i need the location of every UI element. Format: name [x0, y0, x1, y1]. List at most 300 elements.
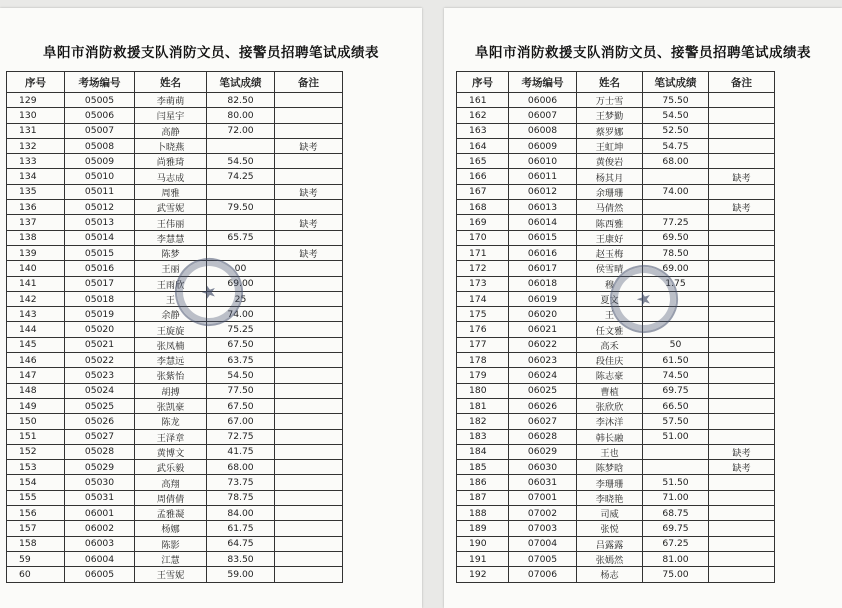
cell-remark [709, 322, 775, 337]
cell-seq: 142 [7, 291, 65, 306]
right-page-title: 阜阳市消防救援支队消防文员、接警员招聘笔试成绩表 [475, 45, 811, 61]
table-row [7, 536, 343, 551]
table-row [457, 368, 775, 383]
cell-room-code: 06012 [509, 184, 577, 199]
cell-seq: 161 [457, 93, 509, 108]
table-row [457, 475, 775, 490]
cell-score: 72.00 [207, 123, 275, 138]
cell-score: 59.00 [207, 567, 275, 582]
cell-name: 王丽 [135, 261, 207, 276]
table-row [7, 154, 343, 169]
table-row [457, 506, 775, 521]
table-row [7, 353, 343, 368]
cell-remark [275, 322, 343, 337]
cell-seq: 178 [457, 353, 509, 368]
cell-name: 李萌萌 [135, 93, 207, 108]
cell-remark [709, 398, 775, 413]
cell-score: 61.75 [207, 521, 275, 536]
cell-room-code: 07001 [509, 490, 577, 505]
table-row [457, 383, 775, 398]
cell-room-code: 06014 [509, 215, 577, 230]
cell-seq: 166 [457, 169, 509, 184]
cell-name: 王 [577, 307, 643, 322]
cell-remark [275, 353, 343, 368]
cell-room-code: 05014 [65, 230, 135, 245]
cell-score: 72.75 [207, 429, 275, 444]
cell-name: 张欣欣 [577, 398, 643, 413]
cell-name: 司威 [577, 506, 643, 521]
cell-remark [275, 261, 343, 276]
cell-score: 74.50 [643, 368, 709, 383]
cell-score: 00 [207, 261, 275, 276]
cell-name: 王雨欣 [135, 276, 207, 291]
cell-name: 陈志豪 [577, 368, 643, 383]
cell-score: 73.75 [207, 475, 275, 490]
cell-seq: 60 [7, 567, 65, 582]
cell-seq: 192 [457, 567, 509, 582]
cell-seq: 176 [457, 322, 509, 337]
cell-seq: 180 [457, 383, 509, 398]
cell-remark [709, 93, 775, 108]
table-row [7, 475, 343, 490]
cell-seq: 143 [7, 307, 65, 322]
table-row [7, 383, 343, 398]
cell-seq: 172 [457, 261, 509, 276]
cell-remark [709, 123, 775, 138]
cell-seq: 151 [7, 429, 65, 444]
table-row [7, 93, 343, 108]
cell-name: 余珊珊 [577, 184, 643, 199]
cell-name: 周倩倩 [135, 490, 207, 505]
cell-name: 闫星宇 [135, 108, 207, 123]
cell-score: 50 [643, 337, 709, 352]
cell-score: 67.50 [207, 337, 275, 352]
cell-name: 李慧远 [135, 353, 207, 368]
cell-seq: 129 [7, 93, 65, 108]
cell-room-code: 06020 [509, 307, 577, 322]
cell-seq: 169 [457, 215, 509, 230]
cell-name: 高禾 [577, 337, 643, 352]
cell-score: 65.75 [207, 230, 275, 245]
cell-score: 75.25 [207, 322, 275, 337]
table-row [7, 567, 343, 582]
cell-seq: 173 [457, 276, 509, 291]
cell-name: 黄博文 [135, 444, 207, 459]
cell-score [207, 138, 275, 153]
cell-name: 李慧慧 [135, 230, 207, 245]
cell-score [643, 322, 709, 337]
cell-remark [275, 567, 343, 582]
cell-seq: 171 [457, 245, 509, 260]
cell-name: 张紫怡 [135, 368, 207, 383]
cell-score: 84.00 [207, 506, 275, 521]
cell-remark [709, 383, 775, 398]
cell-remark [275, 307, 343, 322]
cell-seq: 147 [7, 368, 65, 383]
cell-room-code: 05021 [65, 337, 135, 352]
cell-room-code: 06009 [509, 138, 577, 153]
cell-remark [275, 475, 343, 490]
cell-score: 64.75 [207, 536, 275, 551]
cell-room-code: 07006 [509, 567, 577, 582]
table-row [457, 521, 775, 536]
cell-score [643, 291, 709, 306]
header-remark: 备注 [709, 72, 775, 93]
cell-name: 尚雅琦 [135, 154, 207, 169]
cell-room-code: 06026 [509, 398, 577, 413]
cell-name: 王旋旋 [135, 322, 207, 337]
cell-room-code: 06031 [509, 475, 577, 490]
table-row [457, 154, 775, 169]
cell-remark [275, 429, 343, 444]
cell-name: 王伟丽 [135, 215, 207, 230]
cell-seq: 59 [7, 551, 65, 566]
cell-score: 77.25 [643, 215, 709, 230]
cell-seq: 149 [7, 398, 65, 413]
cell-score: 67.25 [643, 536, 709, 551]
cell-remark [275, 93, 343, 108]
table-row [7, 429, 343, 444]
cell-remark [709, 307, 775, 322]
cell-seq: 150 [7, 414, 65, 429]
cell-score: 78.75 [207, 490, 275, 505]
left-page [0, 8, 422, 608]
table-row [457, 123, 775, 138]
cell-remark [709, 337, 775, 352]
cell-remark [275, 337, 343, 352]
table-row [7, 368, 343, 383]
cell-room-code: 06010 [509, 154, 577, 169]
cell-name: 万士雪 [577, 93, 643, 108]
table-row [7, 230, 343, 245]
cell-score: 67.50 [207, 398, 275, 413]
cell-name: 陈影 [135, 536, 207, 551]
cell-score: 68.00 [207, 460, 275, 475]
cell-score: 75.00 [643, 567, 709, 582]
table-row [457, 337, 775, 352]
cell-name: 段佳庆 [577, 353, 643, 368]
cell-score: 51.50 [643, 475, 709, 490]
cell-remark [275, 536, 343, 551]
table-row [7, 460, 343, 475]
header-remark: 备注 [275, 72, 343, 93]
cell-room-code: 05009 [65, 154, 135, 169]
cell-remark: 缺考 [709, 169, 775, 184]
cell-name: 杨其月 [577, 169, 643, 184]
cell-remark [709, 475, 775, 490]
table-row [7, 123, 343, 138]
cell-remark [275, 154, 343, 169]
cell-room-code: 07004 [509, 536, 577, 551]
cell-remark [709, 353, 775, 368]
cell-seq: 170 [457, 230, 509, 245]
cell-remark [275, 398, 343, 413]
table-row [457, 322, 775, 337]
table-row [457, 169, 775, 184]
cell-seq: 141 [7, 276, 65, 291]
table-row [7, 291, 343, 306]
cell-name: 王虹坤 [577, 138, 643, 153]
cell-remark [275, 444, 343, 459]
cell-score [207, 215, 275, 230]
cell-remark [275, 291, 343, 306]
table-row [457, 307, 775, 322]
cell-seq: 130 [7, 108, 65, 123]
cell-name: 胡搏 [135, 383, 207, 398]
cell-room-code: 05008 [65, 138, 135, 153]
cell-room-code: 07005 [509, 551, 577, 566]
cell-room-code: 05017 [65, 276, 135, 291]
cell-remark [275, 490, 343, 505]
right-score-table [456, 71, 775, 583]
cell-score: 67.00 [207, 414, 275, 429]
cell-name: 张凤楠 [135, 337, 207, 352]
cell-room-code: 06015 [509, 230, 577, 245]
table-row [7, 490, 343, 505]
table-row [457, 276, 775, 291]
table-row [7, 521, 343, 536]
cell-score: 69.00 [207, 276, 275, 291]
cell-name: 蔡罗娜 [577, 123, 643, 138]
cell-score: 82.50 [207, 93, 275, 108]
cell-room-code: 06022 [509, 337, 577, 352]
cell-remark [275, 383, 343, 398]
cell-seq: 164 [457, 138, 509, 153]
cell-remark [709, 414, 775, 429]
cell-score: 83.50 [207, 551, 275, 566]
table-row [457, 93, 775, 108]
cell-name: 曹植 [577, 383, 643, 398]
cell-room-code: 05011 [65, 184, 135, 199]
cell-remark [709, 521, 775, 536]
right-page [444, 8, 842, 608]
seal-star-icon: ★ [633, 286, 655, 312]
table-row [7, 215, 343, 230]
cell-score: 61.50 [643, 353, 709, 368]
cell-room-code: 05026 [65, 414, 135, 429]
cell-seq: 154 [7, 475, 65, 490]
cell-room-code: 05031 [65, 490, 135, 505]
table-row [457, 551, 775, 566]
cell-room-code: 06029 [509, 444, 577, 459]
cell-remark [275, 169, 343, 184]
cell-name: 赵玉梅 [577, 245, 643, 260]
right-header-row [457, 72, 775, 93]
cell-name: 吕露露 [577, 536, 643, 551]
cell-room-code: 06005 [65, 567, 135, 582]
cell-seq: 137 [7, 215, 65, 230]
cell-name: 李珊珊 [577, 475, 643, 490]
cell-seq: 131 [7, 123, 65, 138]
cell-seq: 189 [457, 521, 509, 536]
cell-seq: 163 [457, 123, 509, 138]
cell-seq: 186 [457, 475, 509, 490]
cell-remark [709, 245, 775, 260]
cell-name: 武乐毅 [135, 460, 207, 475]
cell-room-code: 06013 [509, 200, 577, 215]
table-row [457, 353, 775, 368]
cell-remark [275, 276, 343, 291]
cell-name: 马倩然 [577, 200, 643, 215]
table-row [7, 307, 343, 322]
left-header-row [7, 72, 343, 93]
cell-room-code: 05013 [65, 215, 135, 230]
header-seq: 序号 [7, 72, 65, 93]
table-row [457, 261, 775, 276]
cell-seq: 179 [457, 368, 509, 383]
cell-score: 79.50 [207, 200, 275, 215]
cell-remark [709, 429, 775, 444]
cell-room-code: 06027 [509, 414, 577, 429]
cell-room-code: 06021 [509, 322, 577, 337]
cell-remark: 缺考 [275, 138, 343, 153]
cell-room-code: 05022 [65, 353, 135, 368]
table-row [457, 184, 775, 199]
cell-remark [709, 536, 775, 551]
table-row [457, 291, 775, 306]
cell-remark [709, 230, 775, 245]
cell-room-code: 06018 [509, 276, 577, 291]
cell-name: 卜晓燕 [135, 138, 207, 153]
cell-name: 任文雅 [577, 322, 643, 337]
table-row [7, 322, 343, 337]
cell-score: 69.00 [643, 261, 709, 276]
cell-name: 王梦勤 [577, 108, 643, 123]
cell-remark [709, 567, 775, 582]
cell-seq: 184 [457, 444, 509, 459]
cell-remark [275, 460, 343, 475]
cell-room-code: 05025 [65, 398, 135, 413]
cell-score: 71.00 [643, 490, 709, 505]
table-row [457, 414, 775, 429]
cell-room-code: 06007 [509, 108, 577, 123]
cell-seq: 181 [457, 398, 509, 413]
cell-remark [709, 276, 775, 291]
table-row [7, 551, 343, 566]
cell-room-code: 05019 [65, 307, 135, 322]
cell-score: 57.50 [643, 414, 709, 429]
cell-room-code: 06011 [509, 169, 577, 184]
cell-room-code: 06016 [509, 245, 577, 260]
cell-room-code: 05024 [65, 383, 135, 398]
table-row [7, 414, 343, 429]
cell-score: 54.50 [207, 368, 275, 383]
cell-remark [275, 368, 343, 383]
cell-name: 杨娜 [135, 521, 207, 536]
cell-seq: 187 [457, 490, 509, 505]
cell-remark [275, 230, 343, 245]
cell-score: 25 [207, 291, 275, 306]
cell-name: 周雅 [135, 184, 207, 199]
cell-seq: 140 [7, 261, 65, 276]
table-row [457, 444, 775, 459]
cell-score: 54.50 [643, 108, 709, 123]
cell-name: 王泽章 [135, 429, 207, 444]
table-row [457, 108, 775, 123]
cell-score [643, 307, 709, 322]
cell-room-code: 06025 [509, 383, 577, 398]
cell-remark [709, 291, 775, 306]
cell-room-code: 06004 [65, 551, 135, 566]
cell-seq: 146 [7, 353, 65, 368]
cell-seq: 182 [457, 414, 509, 429]
cell-remark [275, 551, 343, 566]
table-row [7, 245, 343, 260]
cell-remark: 缺考 [709, 444, 775, 459]
cell-room-code: 05018 [65, 291, 135, 306]
cell-room-code: 06024 [509, 368, 577, 383]
cell-room-code: 06019 [509, 291, 577, 306]
cell-seq: 174 [457, 291, 509, 306]
cell-score: 54.50 [207, 154, 275, 169]
cell-score: 66.50 [643, 398, 709, 413]
cell-score [643, 460, 709, 475]
cell-score: 1.75 [643, 276, 709, 291]
cell-room-code: 05023 [65, 368, 135, 383]
cell-room-code: 05012 [65, 200, 135, 215]
cell-seq: 132 [7, 138, 65, 153]
cell-remark [709, 154, 775, 169]
cell-room-code: 07002 [509, 506, 577, 521]
cell-name: 王 [135, 291, 207, 306]
cell-score: 68.00 [643, 154, 709, 169]
cell-score: 69.50 [643, 230, 709, 245]
cell-name: 陈龙 [135, 414, 207, 429]
header-room-code: 考场编号 [65, 72, 135, 93]
cell-seq: 152 [7, 444, 65, 459]
cell-remark [709, 368, 775, 383]
header-name: 姓名 [577, 72, 643, 93]
cell-seq: 135 [7, 184, 65, 199]
table-row [7, 184, 343, 199]
cell-score: 81.00 [643, 551, 709, 566]
table-row [457, 245, 775, 260]
cell-remark: 缺考 [275, 215, 343, 230]
table-row [457, 398, 775, 413]
header-name: 姓名 [135, 72, 207, 93]
table-row [7, 398, 343, 413]
table-row [457, 230, 775, 245]
cell-room-code: 06003 [65, 536, 135, 551]
cell-score: 41.75 [207, 444, 275, 459]
cell-room-code: 05010 [65, 169, 135, 184]
cell-name: 陈梦晗 [577, 460, 643, 475]
cell-score [207, 245, 275, 260]
cell-seq: 133 [7, 154, 65, 169]
table-row [7, 337, 343, 352]
left-score-table [6, 71, 343, 583]
cell-name: 武雪妮 [135, 200, 207, 215]
cell-room-code: 05016 [65, 261, 135, 276]
cell-remark [709, 215, 775, 230]
cell-room-code: 06002 [65, 521, 135, 536]
cell-room-code: 06030 [509, 460, 577, 475]
cell-name: 张悦 [577, 521, 643, 536]
cell-name: 夏文 [577, 291, 643, 306]
cell-room-code: 05015 [65, 245, 135, 260]
cell-remark: 缺考 [709, 460, 775, 475]
table-row [7, 506, 343, 521]
table-row [7, 276, 343, 291]
seal-star-icon: ★ [198, 279, 220, 305]
cell-room-code: 05030 [65, 475, 135, 490]
table-row [457, 429, 775, 444]
cell-name: 高翔 [135, 475, 207, 490]
cell-seq: 188 [457, 506, 509, 521]
cell-remark [275, 506, 343, 521]
cell-seq: 156 [7, 506, 65, 521]
cell-remark [275, 108, 343, 123]
